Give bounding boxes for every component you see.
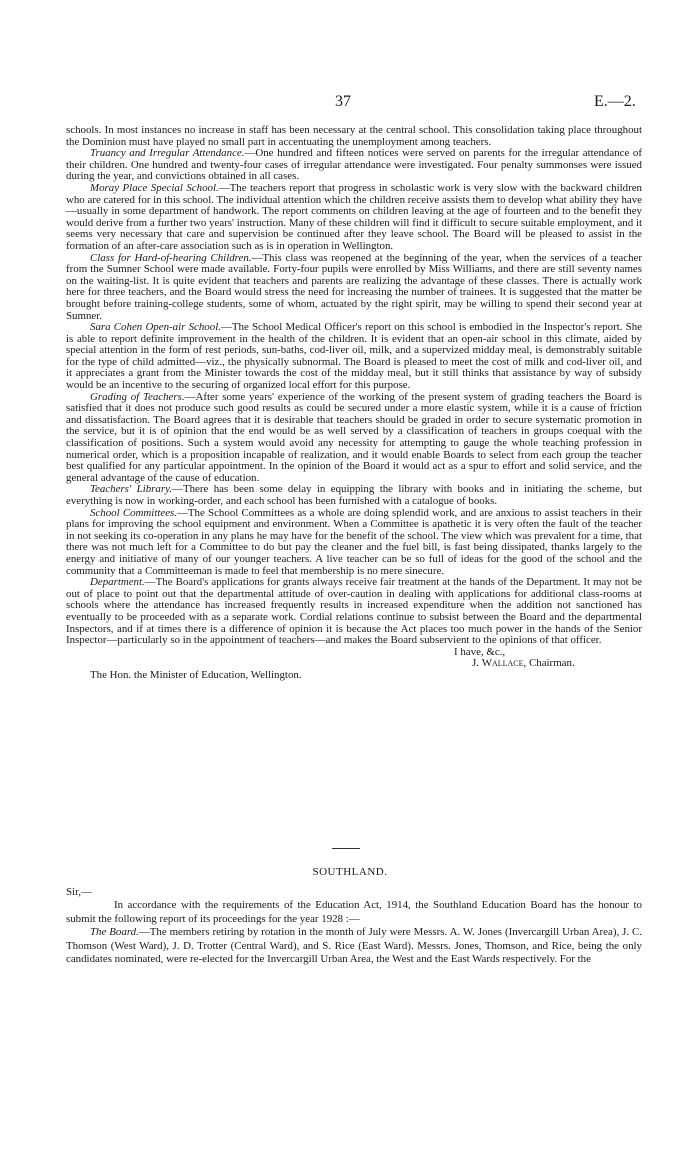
paragraph-text: —This class was reopened at the beginning of the year, when the services of a teacher from the Sumner School were made available. Forty-four pupils were enrolled by Miss Williams, and there are still seventy names on the waiting-list. It is quite evident that teachers and parents are realizing the advantage of these classes. There is actually work here for three teachers, and the Board would stress the need for increasing the number of trainees. It is suggested that the matter be brought before training-college students, some of whom, actuated by the right spirit, may be willing to spend their second year at Sumner. — [66, 251, 642, 322]
paragraph-heading: Teachers' Library. — [90, 483, 173, 496]
salutation: Sir,— — [66, 886, 92, 898]
signature-title: , Chairman. — [523, 657, 575, 670]
paragraph — [66, 926, 642, 966]
paragraph-text: —The School Medical Officer's report on this school is embodied in the Inspector's report. She is able to report definite improvement in the health of the children. It is evident that an open-air school in this climate, aided by special attention in the form of rest periods, sun-baths, cod-liver oil, milk, and a supervized midday meal, is demonstrably suitable for the type of child admitted—viz., the physically subnormal. The Board is pleased to meet the cost of milk and cod-liver oil, and it appreciates a grant from the Minister towards the cost of the midday meal, but it still thinks that assistance by way of subsidy would be an incentive to the securing of organized local effort for this purpose. — [66, 321, 642, 392]
paragraph-heading: The Board. — [90, 926, 139, 939]
paragraph — [66, 577, 642, 647]
paragraph-heading: Moray Place Special School. — [90, 181, 219, 194]
paragraph — [66, 392, 642, 485]
paragraph-text: —The School Committees as a whole are doing splendid work, and are anxious to assist teachers in their plans for improving the school equipment and environment. When a Committee is apathetic it is very often the fault of the teacher in not seeking its co-operation in any plans he may have for the benefit of the school. The view which was prevalent for a time, that there was not much left for a Committee to do but pay the cleaner and the fuel bill, is fast being dissipated, thanks largely to the energy and initiative of many of our younger teachers. A live teacher can be so full of ideas for the good of the school and the community that a Committeeman is made to feel that membership is no mere sinecure. — [66, 506, 642, 577]
paragraph — [66, 253, 642, 323]
paragraph — [66, 125, 642, 148]
paragraph-heading: Grading of Teachers. — [90, 390, 185, 403]
southland-report-body — [66, 886, 642, 966]
paragraph-heading: Class for Hard-of-hearing Children. — [90, 251, 252, 264]
paragraph — [66, 148, 642, 183]
report-body — [66, 125, 642, 682]
closing-line: I have, &c., — [454, 645, 506, 658]
document-reference: E.—2. — [594, 93, 636, 110]
signature-name: Wallace — [481, 657, 524, 670]
paragraph-heading: Sara Cohen Open-air School. — [90, 321, 221, 334]
paragraph-heading: Truancy and Irregular Attendance. — [90, 147, 245, 160]
paragraph-heading: Department. — [90, 576, 145, 589]
paragraph — [66, 183, 642, 253]
intro-paragraph: In accordance with the requirements of the Education Act, 1914, the Southland Education Board has the honour to submit the following report of its proceedings for the year 1928 :— — [66, 899, 642, 925]
paragraph — [66, 322, 642, 392]
section-title: SOUTHLAND. — [312, 866, 388, 878]
paragraph — [66, 484, 642, 507]
paragraph-text: —There has been some delay in equipping the library with books and in initiating the scheme, but everything is now in working-order, and each school has been furnished with a catalogue of books. — [66, 483, 642, 507]
paragraph-text: —One hundred and fifteen notices were served on parents for the irregular attendance of their children. One hundred and twenty-four cases of irregular attendance were investigated. Four penalty summonses were issued during the year, and convictions obtained in all cases. — [66, 147, 642, 183]
paragraph-heading: School Committees. — [90, 506, 177, 519]
paragraph-text: —The teachers report that progress in scholastic work is very slow with the backward children who are catered for in this school. The individual attention which the children receive assists them to develop what ability they have—usually in some department of handwork. The report comments on children leaving at the age of fourteen and to the benefit they would derive from a further two years' instruction. Many of these children will find it difficult to secure suitable employment, and it seems very necessary that care and supervision be continued after they leave school. The Board will be pleased to assist in the formation of an after-care association such as is in operation in Wellington. — [66, 181, 642, 252]
section-divider — [332, 848, 360, 849]
paragraph-text: —After some years' experience of the working of the present system of grading teachers the Board is satisfied that it does not produce such good results as could be secured under a more elastic system, while it is a cause of friction and dissatisfaction. The Board agrees that it is desirable that teachers should be graded in order to secure systematic promotion in the service, but it is of opinion that the end would be as well served by a classification of teachers in groups coequal with the classification of positions. Such a system would avoid any necessity for attempting to gauge the whole teaching profession in numerical order, which is a proposition incapable of realization, and it would enable Boards to select from each group the teacher best qualified for any particular appointment. In the opinion of the Board it would act as a spur to effort and solid service, and the general advantage of the cause of education. — [66, 390, 642, 484]
paragraph-text: schools. In most instances no increase in staff has been necessary at the central school. This consolidation taking place throughout the Dominion must have played no small part in accentuating the unemployment among teachers. — [66, 124, 642, 148]
paragraph-text: —The members retiring by rotation in the month of July were Messrs. A. W. Jones (Invercargill Urban Area), J. C. Thomson (West Ward), J. D. Trotter (Central Ward), and S. Rice (East Ward). Messrs. Jones, Thomson, and Rice, being the only candidates nominated, were re-elected for the Invercargill Urban Area, the West and the East Wards respectively. For the — [66, 926, 643, 966]
page-number: 37 — [335, 93, 351, 110]
paragraph — [66, 508, 642, 578]
paragraph-text: —The Board's applications for grants always receive fair treatment at the hands of the Department. It may not be out of place to point out that the departmental attitude of over-caution in dealing with applications for additional class-rooms at schools where the attendance has increased frequently results in increased expenditure when the addition not sanctioned has eventually to be proceeded with as a separate work. Cordial relations continue to subsist between the Board and the departmental Inspectors, and if at times there is a difference of opinion it is because the Act places too much power in the hands of the Senior Inspector—particularly so in the appointment of teachers—and makes the Board subservient to the opinions of that officer. — [66, 576, 642, 647]
addressee: The Hon. the Minister of Education, Wellington. — [90, 668, 302, 681]
signature-initial: J. — [472, 657, 479, 670]
